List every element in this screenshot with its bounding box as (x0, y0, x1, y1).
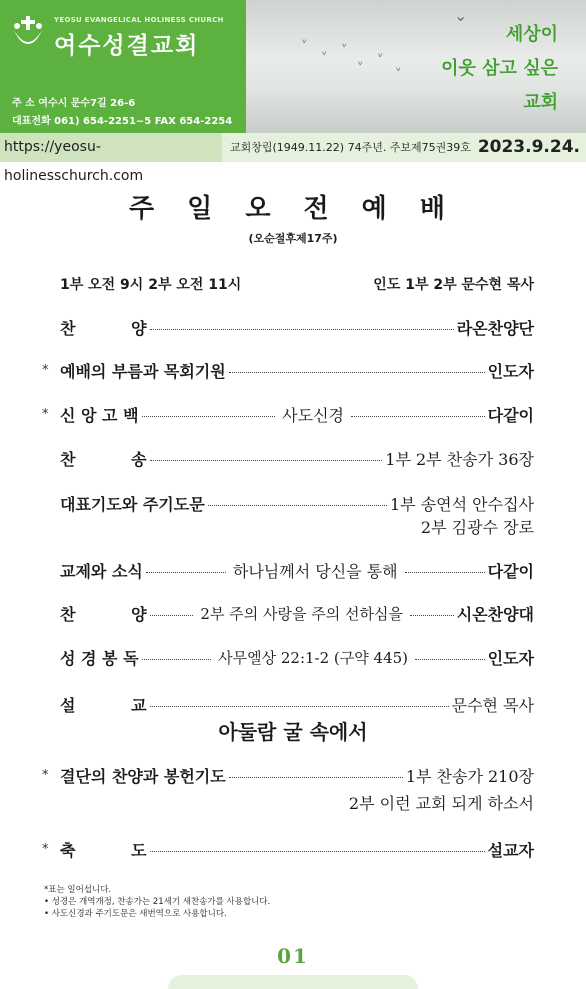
dotted-leader (142, 659, 212, 660)
page-number: 01 (277, 944, 309, 968)
dotted-leader (351, 416, 485, 417)
header-photo-birds (246, 0, 586, 133)
bulletin-date: 2023.9.24. (477, 137, 580, 157)
church-address: 주 소 여수시 문수7길 26-6 (12, 98, 136, 109)
standing-mark: * (42, 406, 49, 422)
service-title: 주 일 오 전 예 배 (129, 194, 457, 224)
order-item-label: 축 도 (60, 840, 147, 860)
note-line: • 사도신경과 주기도문은 새번역으로 사용합니다. (44, 909, 227, 919)
order-item-responsible: 라온찬양단 (456, 318, 534, 338)
bulletin-notes (44, 884, 270, 920)
order-item-responsible: 1부 2부 찬송가 36장 (385, 449, 534, 469)
order-item-content: 사무엘상 22:1-2 (구약 445) (214, 647, 412, 668)
church-logo-icon (10, 14, 46, 50)
church-slogan (441, 18, 558, 120)
order-item (42, 764, 534, 786)
order-item-label: 찬 송 (60, 449, 147, 469)
bird-icon: ⌄ (454, 6, 468, 25)
bird-icon: ᵛ (396, 64, 402, 78)
order-item-second-line: 2부 김광수 장로 (420, 518, 534, 537)
order-item-responsible: 인도자 (487, 648, 534, 668)
order-item-content: 하나님께서 당신을 통해 (229, 559, 402, 582)
slogan-line: 이웃 삼고 싶은 (441, 58, 558, 79)
church-name-korean: 여수성결교회 (54, 33, 200, 59)
order-item-content: 사도신경 (278, 403, 348, 426)
dotted-leader (150, 615, 194, 616)
note-line: • 성경은 개역개정, 찬송가는 21세기 새찬송가를 사용합니다. (44, 897, 271, 907)
bird-icon: ᵛ (378, 50, 384, 64)
slogan-line: 교회 (523, 92, 558, 113)
slogan-line: 세상이 (505, 24, 558, 45)
order-item (42, 559, 534, 581)
dotted-leader (146, 572, 226, 573)
order-item-label: 찬 양 (60, 318, 147, 338)
order-item-label: 설 교 (60, 695, 147, 715)
header (0, 0, 586, 133)
order-item (42, 838, 534, 860)
dotted-leader (208, 505, 387, 506)
dotted-leader (229, 372, 485, 373)
order-item-label: 성 경 봉 독 (60, 648, 139, 668)
order-item (42, 403, 534, 425)
order-item-responsible: 인도자 (487, 361, 534, 381)
order-item-label: 찬 양 (60, 604, 147, 624)
order-item-responsible: 시온찬양대 (456, 604, 534, 624)
church-name-english: YEOSU EVANGELICAL HOLINESS CHURCH (54, 16, 224, 24)
founding-info: 교회창립(1949.11.22) 74주년. 주보제75권39호 (230, 141, 471, 154)
standing-mark: * (42, 841, 49, 857)
order-item (42, 646, 534, 668)
dotted-leader (150, 329, 454, 330)
order-item-label: 교제와 소식 (60, 561, 143, 581)
dotted-leader (142, 416, 276, 417)
service-subtitle: (오순절후제17주) (248, 232, 338, 245)
order-item-responsible: 다같이 (487, 561, 534, 581)
service-times: 1부 오전 9시 2부 오전 11시 (60, 277, 242, 293)
dotted-leader (150, 851, 485, 852)
order-item-responsible: 설교자 (487, 840, 534, 860)
bird-icon: ᵛ (322, 48, 328, 62)
header-brand-panel (0, 0, 246, 133)
order-item (42, 447, 534, 469)
order-item-label: 대표기도와 주기도문 (60, 494, 205, 514)
footer-decoration (168, 975, 418, 989)
dotted-leader (405, 572, 485, 573)
dotted-leader (229, 777, 403, 778)
order-item-content: 2부 주의 사랑을 주의 선하심을 (196, 603, 407, 624)
order-item (42, 359, 534, 381)
order-item-label: 신 앙 고 백 (60, 405, 139, 425)
order-item-label: 예배의 부름과 목회기원 (60, 361, 226, 381)
order-item-responsible: 1부 찬송가 210장 (405, 766, 534, 786)
order-item-responsible: 다같이 (487, 405, 534, 425)
church-phone: 대표전화 061) 654-2251~5 FAX 654-2254 (12, 116, 233, 127)
sermon-title: 아둘람 굴 속에서 (218, 720, 368, 744)
order-item-responsible: 문수현 목사 (451, 695, 534, 715)
website-link[interactable]: https://yeosu-holinesschurch.com (0, 133, 222, 162)
service-leader: 인도 1부 2부 문수현 목사 (373, 277, 534, 293)
order-item (42, 693, 534, 715)
bird-icon: ᵛ (302, 36, 308, 50)
dotted-leader (415, 659, 485, 660)
order-item (42, 602, 534, 624)
dotted-leader (410, 615, 454, 616)
bird-icon: ᵛ (342, 40, 348, 54)
order-item (42, 316, 534, 338)
order-item-responsible: 1부 송연석 안수집사 (390, 494, 534, 514)
dotted-leader (150, 460, 383, 461)
order-item (42, 492, 534, 514)
standing-mark: * (42, 767, 49, 783)
bird-icon: ᵛ (358, 58, 364, 72)
order-item-second-line: 2부 이런 교회 되게 하소서 (348, 794, 534, 813)
standing-mark: * (42, 362, 49, 378)
note-line: *표는 일어섭니다. (44, 885, 112, 895)
order-item-label: 결단의 찬양과 봉헌기도 (60, 766, 226, 786)
dotted-leader (150, 706, 449, 707)
